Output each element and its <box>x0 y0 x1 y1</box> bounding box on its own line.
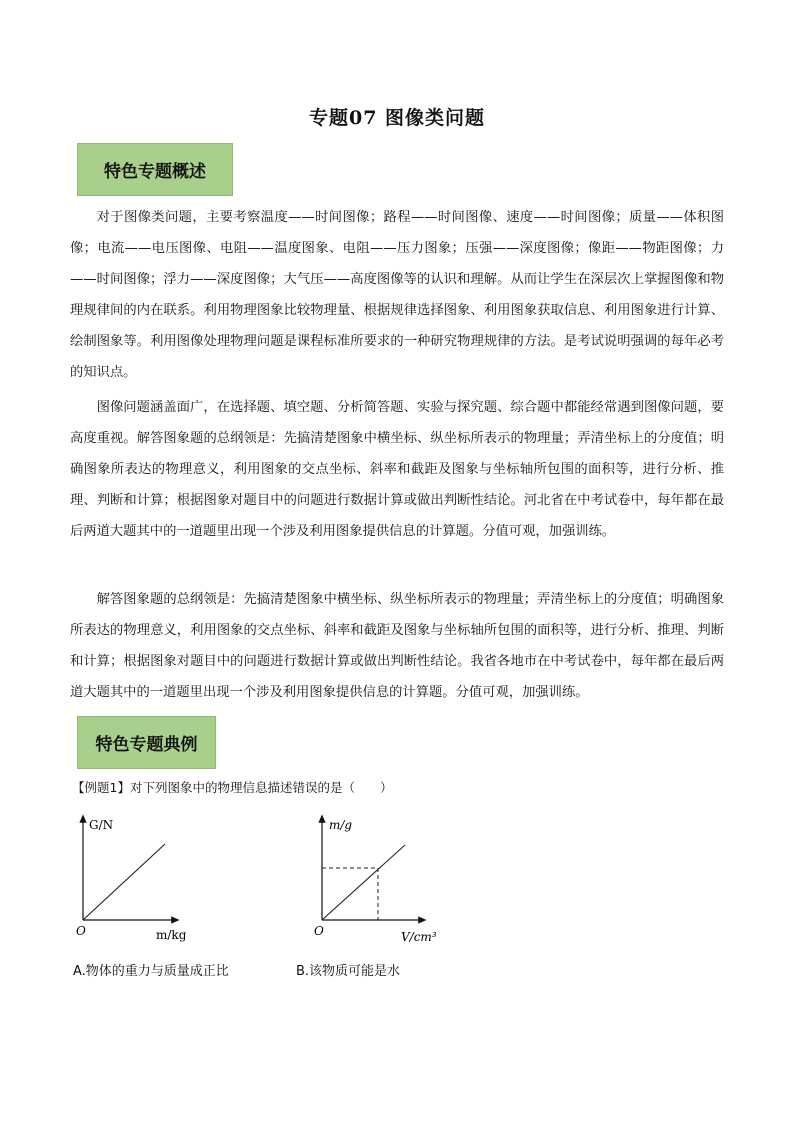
paragraph-2: 图像问题涵盖面广，在选择题、填空题、分析简答题、实验与探究题、综合题中都能经常遇到图像问题，要高度重视。解答图象题的总纲领是：先搞清楚图象中横坐标、纵坐标所表示的物理量；弄清坐标上的分度值；明确图象所表达的物理意义，利用图象的交点坐标、斜率和截距及图象与坐标轴所包围的面积等，进行分析、推理、判断和计算；根据图象对题目中的问题进行数据计算或做出判断性结论。河北省在中考试卷中，每年都在最后两道大题其中的一道题里出现一个涉及利用图象提供信息的计算题。分值可观，加强训练。 <box>70 400 724 539</box>
option-b: B.该物质可能是水 <box>296 964 401 979</box>
graph-b-x-label: V/cm³ <box>401 930 437 944</box>
paragraph-3: 解答图象题的总纲领是：先搞清楚图象中横坐标、纵坐标所表示的物理量；弄清坐标上的分度值；明确图象所表达的物理意义，利用图象的交点坐标、斜率和截距及图象与坐标轴所包围的面积等，进行分析、推理、判断和计算；根据图象对题目中的问题进行数据计算或做出判断性结论。我省各地市在中考试卷中，每年都在最后两道大题其中的一道题里出现一个涉及利用图象提供信息的计算题。分值可观，加强训练。 <box>70 592 724 700</box>
example-1-text: 对下列图象中的物理信息描述错误的是（ ） <box>129 780 393 795</box>
graph-b-mass-volume <box>305 812 445 947</box>
graph-a-x-label: m/kg <box>156 928 187 942</box>
paragraph-1: 对于图像类问题，主要考察温度——时间图像；路程——时间图像、速度——时间图像；质量——体积图像；电流——电压图像、电阻——温度图象、电阻——压力图象；压强——深度图像；像距——物距图像；力——时间图像；浮力——深度图像；大气压——高度图像等的认识和理解。从而让学生在深层次上掌握图像和物理规律间的内在联系。利用物理图象比较物理量、根据规律选择图象、利用图象获取信息、利用图象进行计算、绘制图象等。利用图像处理物理问题是课程标准所要求的一种研究物理规律的方法。是考试说明强调的每年必考的知识点。 <box>70 210 724 380</box>
option-a: A.物体的重力与质量成正比 <box>73 964 229 979</box>
page-title: 专题07 图像类问题 <box>308 107 486 129</box>
example-1-question <box>72 778 392 796</box>
graph-a-line <box>83 844 165 920</box>
section-heading-examples: 特色专题典例 <box>77 716 216 769</box>
graph-b-line <box>322 845 405 920</box>
graph-b-y-label: m/g <box>329 818 353 832</box>
graph-a-origin: O <box>76 924 86 938</box>
example-1-tag: 【例题1】 <box>72 780 130 795</box>
graph-b-origin: O <box>314 924 324 938</box>
section-heading-overview: 特色专题概述 <box>77 143 233 196</box>
graph-a-weight-mass <box>70 812 200 947</box>
graph-a-y-label: G/N <box>89 818 114 832</box>
